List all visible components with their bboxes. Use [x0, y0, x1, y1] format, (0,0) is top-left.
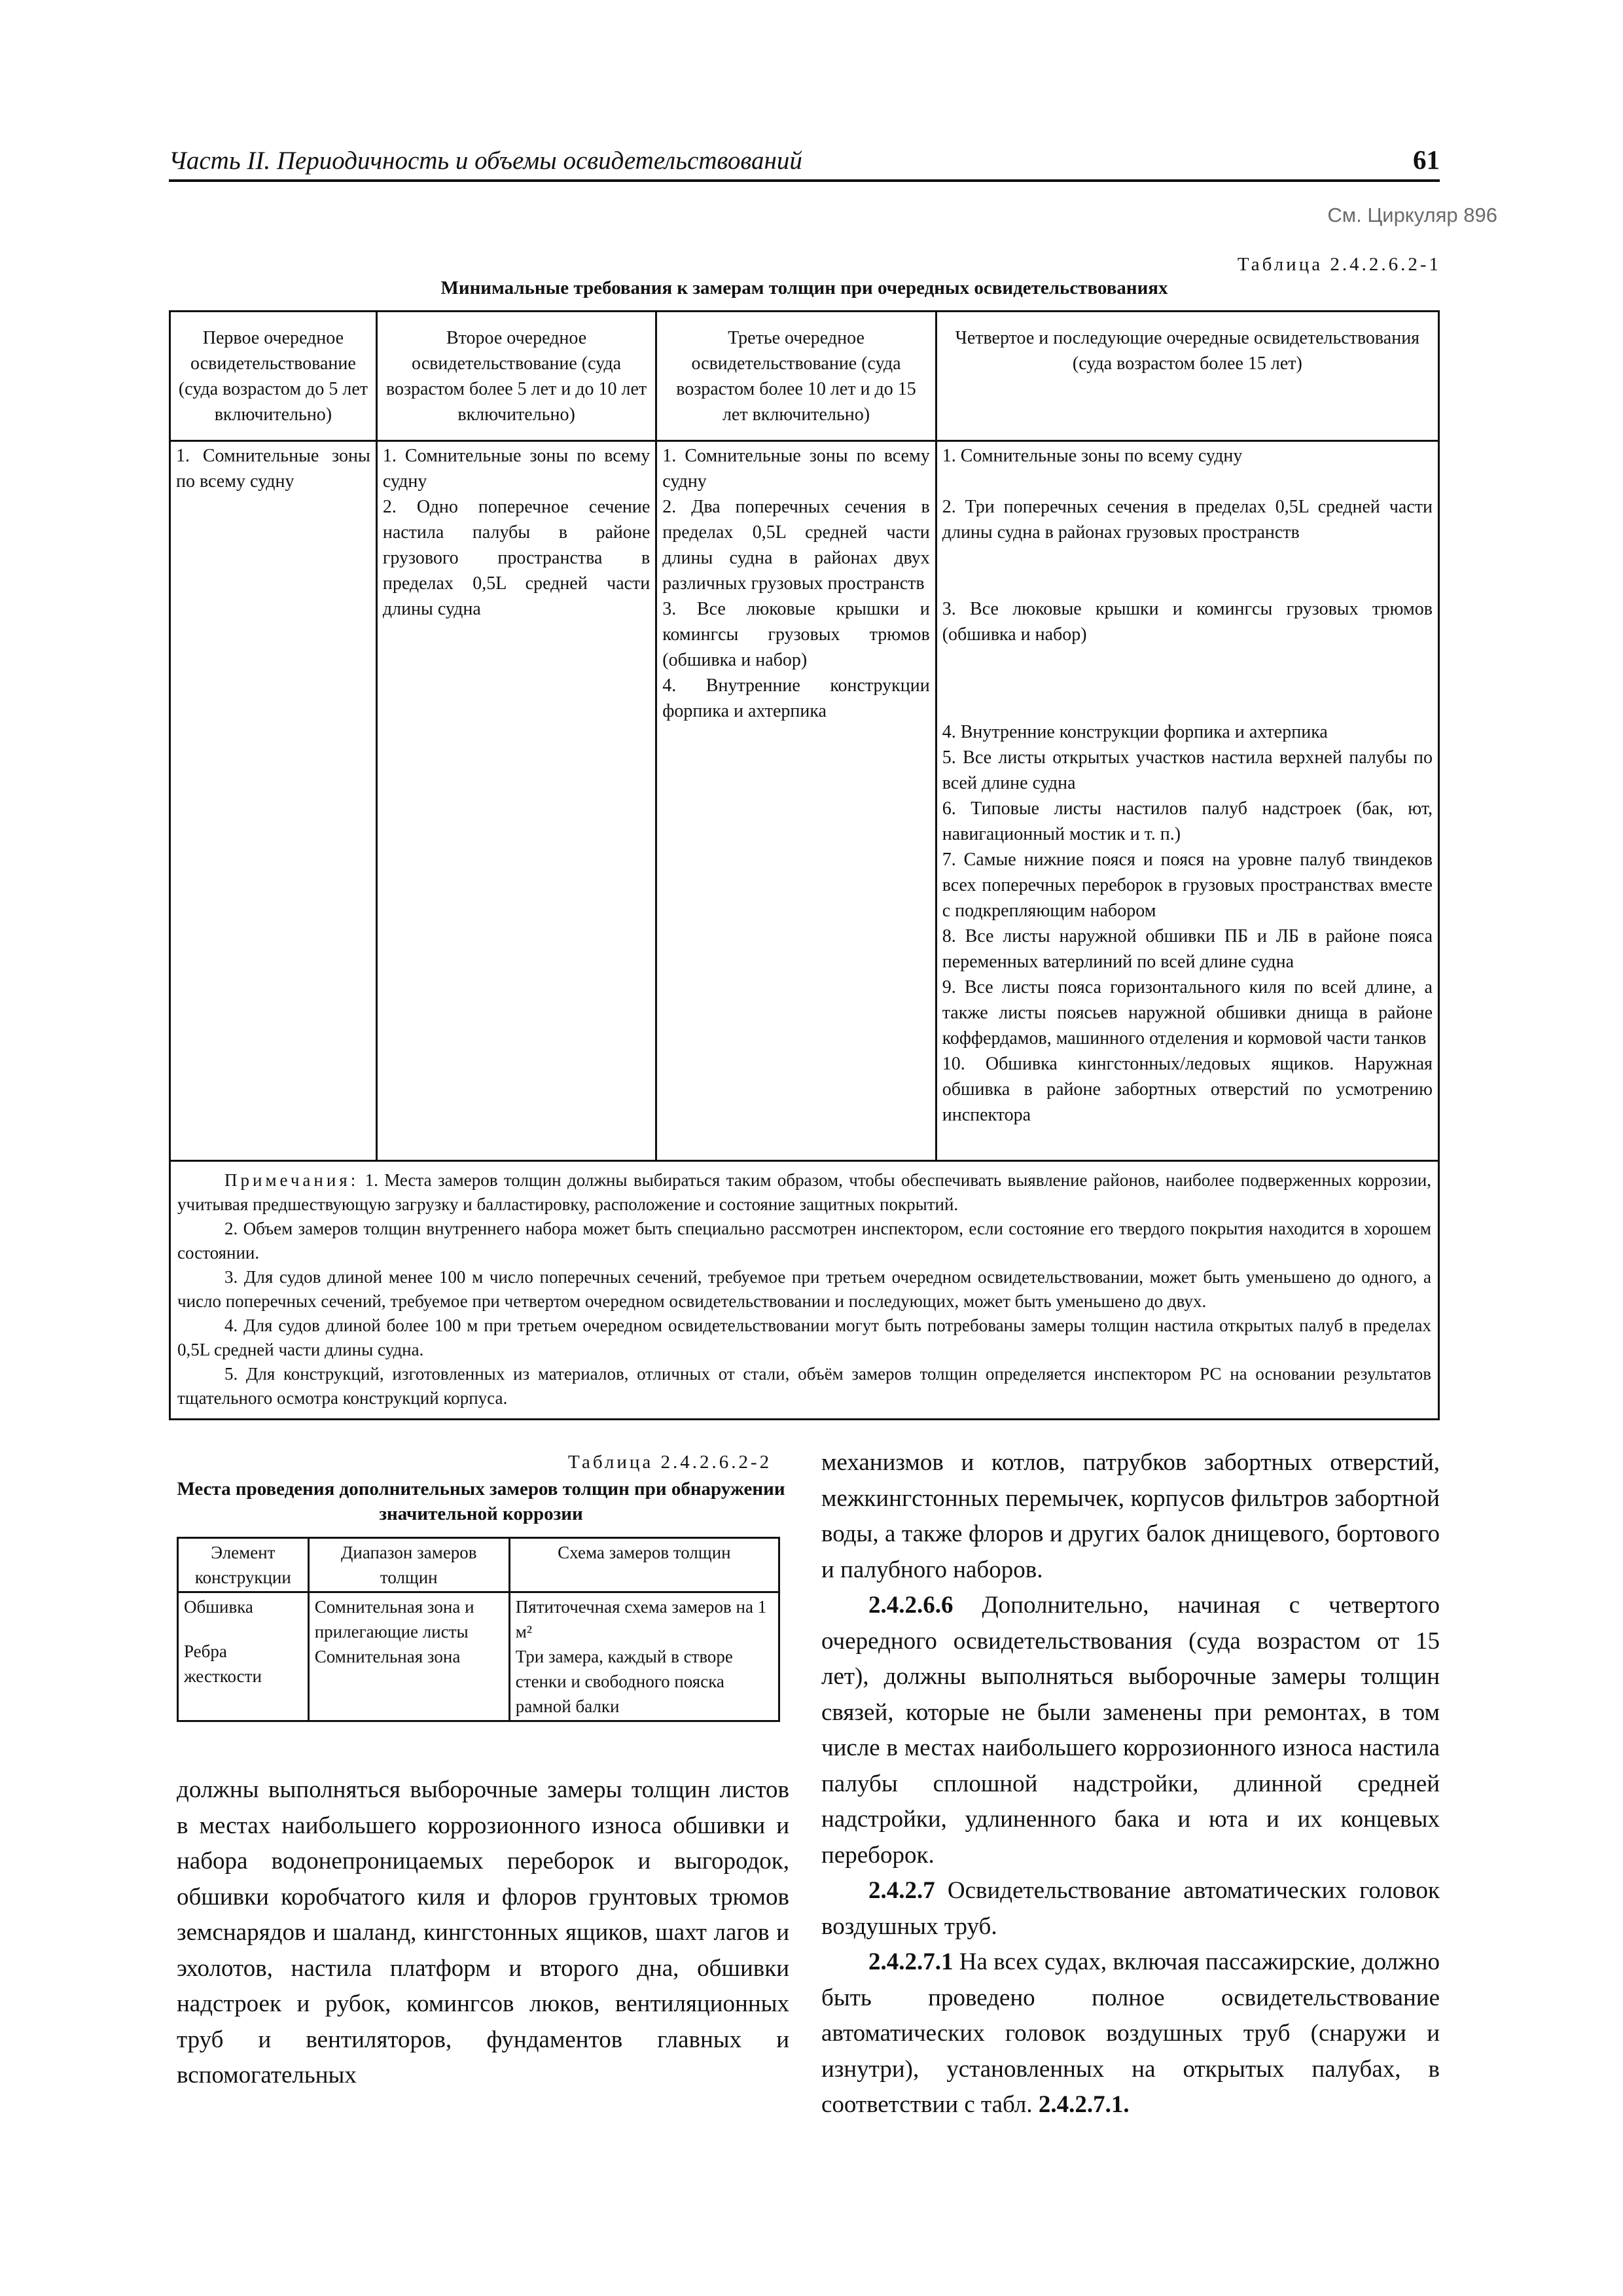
table-row [170, 441, 1439, 1161]
list-item: 8. Все листы наружной обшивки ПБ и ЛБ в районе пояса переменных ватерлиний по всей длине судна [942, 926, 1433, 972]
circular-reference-note: См. Циркуляр 896 [1327, 204, 1497, 226]
table2 [177, 1537, 780, 1722]
list-item: 1. Сомнительные зоны по всему судну [662, 446, 930, 492]
section-number: 2.4.2.6.6 [868, 1592, 954, 1619]
range-plating: Сомнительная зона и прилегающие листы [314, 1597, 474, 1641]
table-header-cell: Первое очередное освидетельствование (суда возрастом до 5 лет включительно) [170, 312, 377, 441]
table-header-cell: Третье очередное освидетельствование (суда возрастом более 10 лет и до 15 лет включительно) [656, 312, 936, 441]
table-row [178, 1592, 779, 1721]
notes-item: 5. Для конструкций, изготовленных из материалов, отличных от стали, объём замеров толщин определяется инспектором РС на основании результатов тщательного осмотра конструкций корпуса. [177, 1364, 1431, 1408]
paragraph: должны выполняться выборочные замеры толщин листов в местах наибольшего коррозионного износа обшивки и набора водонепроницаемых переборок и выгородок, обшивки коробчатого киля и флоров грунтовых трюмов земснарядов и шаланд, кингстонных ящиков, шахт лагов и эхолотов, настила платформ и второго дна, обшивки надстроек и рубок, комингсов люков, вентиляционных труб и вентиляторов, фундаментов главных и вспомогательных [177, 1776, 789, 2089]
list-item: 9. Все листы пояса горизонтального киля по всей длине, а также листы поясьев наружной обшивки днища в районе коффердамов, машинного отделения и кормовой части танков [942, 977, 1433, 1049]
list-item: 3. Все люковые крышки и комингсы грузовых трюмов (обшивка и набор) [662, 599, 930, 670]
list-item: 5. Все листы открытых участков настила верхней палубы по всей длине судна [942, 747, 1433, 793]
list-item: 4. Внутренние конструкции форпика и ахтерпика [662, 675, 930, 721]
table-cell-second-survey [376, 441, 656, 1161]
table-reference: 2.4.2.7.1. [1038, 2091, 1130, 2118]
list-item: 6. Типовые листы настилов палуб надстроек (бак, ют, навигационный мостик и т. п.) [942, 798, 1433, 844]
table-header-cell: Второе очередное освидетельствование (суда возрастом более 5 лет и до 10 лет включительно) [376, 312, 656, 441]
scheme-plating: Пятиточечная схема замеров на 1 м² [515, 1597, 767, 1641]
table1 [169, 310, 1440, 1420]
range-stiffeners: Сомнительная зона [314, 1647, 461, 1666]
list-item: 1. Сомнительные зоны по всему судну [942, 446, 1243, 466]
list-item: 1. Сомнительные зоны по всему судну [176, 446, 370, 492]
section-number: 2.4.2.7 [868, 1877, 935, 1904]
notes-heading: Примечания: [224, 1170, 359, 1190]
paragraph-text: Дополнительно, начиная с четвертого очередного освидетельствования (суда возрастом от 15 лет), должны выполняться выборочные замеры толщин связей, которые не были заменены при ремонтах, в том числе в местах наибольшего коррозионного износа настила палубы сплошной надстройки, длинной средней надстройки, удлиненного бака и юта и их концевых переборок. [821, 1592, 1440, 1869]
table-header-cell: Элемент конструкции [178, 1538, 309, 1592]
paragraph-text: Освидетельствование автоматических головок воздушных труб. [821, 1877, 1440, 1940]
notes-item [177, 1168, 1431, 1217]
element-plating: Обшивка [184, 1597, 253, 1617]
page-number: 61 [1413, 145, 1440, 175]
list-item: 2. Три поперечных сечения в пределах 0,5L средней части длины судна в районах грузовых пространств [942, 497, 1433, 543]
right-column-text [821, 1445, 1440, 2123]
table-header-cell: Диапазон замеров толщин [308, 1538, 509, 1592]
table1-label: Таблица 2.4.2.6.2-1 [1237, 254, 1441, 275]
left-column-text [177, 1772, 789, 2094]
table-cell-third-survey [656, 441, 936, 1161]
list-item: 4. Внутренние конструкции форпика и ахтерпика [942, 722, 1328, 742]
table2-caption: Места проведения дополнительных замеров толщин при обнаружении значительной коррозии [177, 1479, 785, 1524]
list-item: 2. Одно поперечное сечение настила палубы в районе грузового пространства в пределах 0,5L средней части длины судна [382, 497, 651, 619]
table-header-cell: Схема замеров толщин [509, 1538, 779, 1592]
running-title: Часть II. Периодичность и объемы освидетельствований [169, 147, 802, 175]
table-cell-element [178, 1592, 309, 1721]
list-item: 10. Обшивка кингстонных/ледовых ящиков. Наружная обшивка в районе забортных отверстий по усмотрению инспектора [942, 1054, 1433, 1125]
table-notes [170, 1161, 1439, 1420]
table-header-row [178, 1538, 779, 1592]
table1-caption: Минимальные требования к замерам толщин при очередных освидетельствованиях [440, 278, 1168, 298]
table-cell-first-survey [170, 441, 377, 1161]
element-stiffeners: Ребра жесткости [184, 1641, 262, 1686]
list-item: 2. Два поперечных сечения в пределах 0,5L средней части длины судна в районах двух различных грузовых пространств [662, 497, 930, 594]
paragraph: механизмов и котлов, патрубков забортных отверстий, межкингстонных перемычек, корпусов фильтров забортной воды, а также флоров и других балок днищевого, бортового и палубного наборов. [821, 1449, 1440, 1583]
table-notes-row [170, 1161, 1439, 1420]
table-cell-fourth-survey [936, 441, 1438, 1161]
notes-item: 2. Объем замеров толщин внутреннего набора может быть специально рассмотрен инспектором, если состояние его твердого покрытия находится в хорошем состоянии. [177, 1219, 1431, 1263]
running-header [169, 143, 1440, 182]
notes-item: 3. Для судов длиной менее 100 м число поперечных сечений, требуемое при третьем очередном освидетельствовании, может быть уменьшено до одного, а число поперечных сечений, требуемое при четвертом очередном освидетельствовании и последующих, может быть уменьшено до двух. [177, 1267, 1431, 1311]
notes-item-text: 1. Места замеров толщин должны выбираться таким образом, чтобы обеспечивать выявление районов, наиболее подверженных коррозии, учитывая предшествующую загрузку и балластировку, расположение и состояние защитных покрытий. [177, 1170, 1431, 1214]
paragraph-2-4-2-7 [821, 1873, 1440, 1945]
scheme-stiffeners: Три замера, каждый в створе стенки и свободного пояска рамной балки [515, 1647, 733, 1716]
table-header-row [170, 312, 1439, 441]
table-cell-range [308, 1592, 509, 1721]
section-number: 2.4.2.7.1 [868, 1948, 954, 1975]
paragraph-2-4-2-7-1 [821, 1945, 1440, 2123]
table-header-cell: Четвертое и последующие очередные освидетельствования (суда возрастом более 15 лет) [936, 312, 1438, 441]
list-item: 7. Самые нижние пояся и пояся на уровне палуб твиндеков всех поперечных переборок в грузовых пространствах вместе с подкрепляющим набором [942, 850, 1433, 921]
paragraph-text: На всех судах, включая пассажирские, должно быть проведено полное освидетельствование автоматических головок воздушных труб (снаружи и изнутри), установленных на открытых палубах, в соответствии с табл. [821, 1948, 1440, 2118]
table2-label: Таблица 2.4.2.6.2-2 [568, 1452, 772, 1473]
paragraph-2-4-2-6-6 [821, 1588, 1440, 1873]
notes-item: 4. Для судов длиной более 100 м при третьем очередном освидетельствовании могут быть потребованы замеры толщин настила открытых палуб в пределах 0,5L средней части длины судна. [177, 1316, 1431, 1359]
table-cell-scheme [509, 1592, 779, 1721]
list-item: 1. Сомнительные зоны по всему судну [382, 446, 651, 492]
list-item: 3. Все люковые крышки и комингсы грузовых трюмов (обшивка и набор) [942, 599, 1433, 645]
